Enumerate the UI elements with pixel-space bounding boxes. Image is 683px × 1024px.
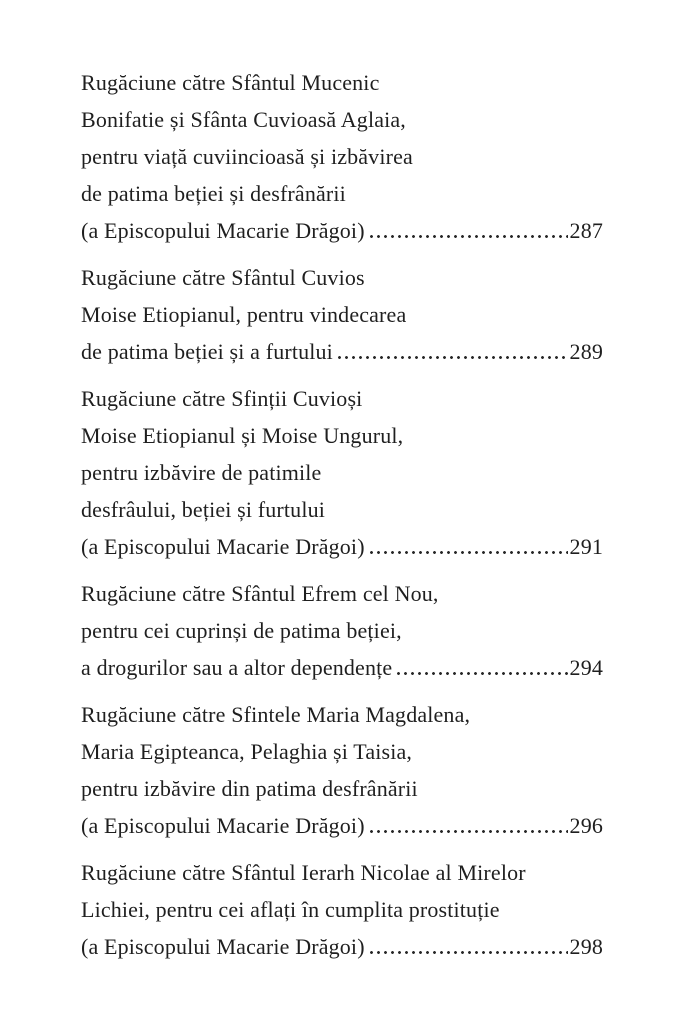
toc-line: pentru viață cuviincioasă și izbăvirea [81,144,413,169]
toc-line: Rugăciune către Sfântul Cuvios [81,265,365,290]
dot-leader [397,672,567,675]
toc-line-text: (a Episcopului Macarie Drăgoi) [81,218,365,243]
toc-line: desfrâului, beției și furtului [81,497,325,522]
toc-entry-last-line [81,212,603,249]
toc-line: Maria Egipteanca, Pelaghia și Taisia, [81,739,413,764]
toc-line: Bonifatie și Sfânta Cuvioasă Aglaia, [81,107,406,132]
toc-line: pentru cei cuprinși de patima beției, [81,618,402,643]
dot-leader [370,551,568,554]
page-number: 287 [569,218,603,243]
toc-line: Rugăciune către Sfântul Ierarh Nicolae al Mirelor [81,860,526,885]
toc-line: Rugăciune către Sfântul Efrem cel Nou, [81,581,439,606]
toc-entry [81,854,603,965]
toc-entry [81,380,603,565]
toc-entry-last-line [81,928,603,965]
toc-line: Rugăciune către Sfintele Maria Magdalena, [81,702,471,727]
toc-line-text: (a Episcopului Macarie Drăgoi) [81,534,365,559]
toc-line: Rugăciune către Sfântul Mucenic [81,70,380,95]
toc-line: Moise Etiopianul, pentru vindecarea [81,302,407,327]
dot-leader [370,951,568,954]
toc-line: de patima beției și desfrânării [81,181,346,206]
page-number: 296 [569,813,603,838]
dot-leader [370,830,568,833]
toc-entry [81,64,603,249]
toc-line: pentru izbăvire de patimile [81,460,322,485]
page-number: 289 [569,339,603,364]
toc-line-text: de patima beției și a furtului [81,339,333,364]
toc-entry [81,696,603,844]
dot-leader [338,356,568,359]
toc-entry-last-line [81,333,603,370]
toc-line-text: a drogurilor sau a altor dependențe [81,655,393,680]
toc-line-text: (a Episcopului Macarie Drăgoi) [81,934,365,959]
toc-entry-last-line [81,807,603,844]
toc-line: Lichiei, pentru cei aflați în cumplita prostituție [81,897,500,922]
toc-line: Rugăciune către Sfinții Cuvioși [81,386,363,411]
toc-list [81,64,603,965]
toc-entry-last-line [81,528,603,565]
toc-line-text: (a Episcopului Macarie Drăgoi) [81,813,365,838]
toc-line: Moise Etiopianul și Moise Ungurul, [81,423,404,448]
page-number: 291 [569,534,603,559]
toc-entry [81,575,603,686]
toc-entry [81,259,603,370]
dot-leader [370,235,568,238]
toc-entry-last-line [81,649,603,686]
toc-line: pentru izbăvire din patima desfrânării [81,776,418,801]
page-number: 294 [569,655,603,680]
page-number: 298 [569,934,603,959]
